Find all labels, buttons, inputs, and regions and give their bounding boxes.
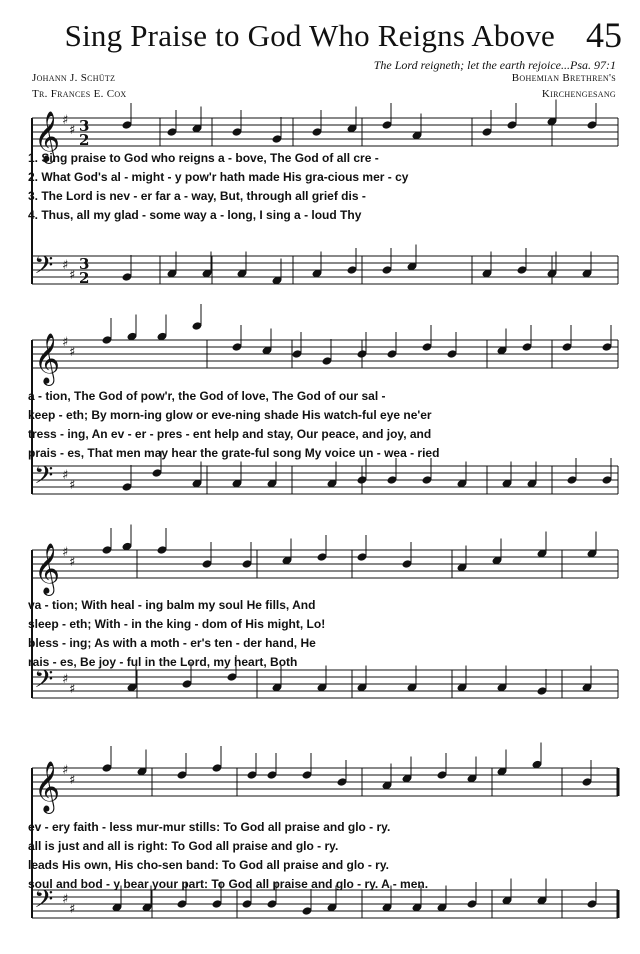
sharp-icon: ♯ [62,468,69,483]
lyric-verse-4: 4. Thus, all my glad - some way a - long, I sing a - loud Thy [28,208,362,222]
sharp-icon: ♯ [69,902,76,917]
sharp-icon: ♯ [69,682,76,697]
scripture-reference: The Lord reigneth; let the earth rejoice...Psa. 97:1 [373,58,616,72]
lyric-verse-2: 2. What God's al - might - y pow'r hath made His gra-cious mer - cy [28,170,409,184]
bass-clef-icon: 𝄢 [34,461,54,496]
sharp-icon: ♯ [69,123,76,138]
sharp-icon: ♯ [69,478,76,493]
lyrics-system-4 [28,820,616,896]
lyric-verse-2: keep - eth; By morn-ing glow or eve-ning shade His watch-ful eye ne'er [28,408,432,422]
lyrics-system-1 [28,151,616,227]
hymn-number: 45 [586,15,622,55]
treble-clef-icon: 𝄞 [34,333,61,384]
lyric-verse-1: ev - ery faith - less mur-mur stills: To God all praise and glo - ry. [28,820,391,834]
lyrics-system-2 [28,389,616,465]
sharp-icon: ♯ [69,555,76,570]
sharp-icon: ♯ [62,113,69,128]
lyric-verse-3: 3. The Lord is nev - er far a - way, But, through all grief dis - [28,189,366,203]
time-signature-bottom: 2 [79,269,90,287]
lyric-verse-4: prais - es, That men may hear the grate-ful song My voice un - wea - ried [28,446,440,460]
sharp-icon: ♯ [62,892,69,907]
sharp-icon: ♯ [62,545,69,560]
treble-clef-icon: 𝄞 [34,761,61,812]
translator-credit: Tr. Frances E. Cox [32,88,127,100]
tune-source-line2: Kirchengesang [541,88,616,100]
lyric-verse-3: bless - ing; As with a moth - er's ten - der hand, He [28,636,316,650]
hymn-title: Sing Praise to God Who Reigns Above [64,18,555,53]
lyric-verse-1: 1. Sing praise to God who reigns a - bove, The God of all cre - [28,151,379,165]
lyric-verse-3: tress - ing, An ev - er - pres - ent help and stay, Our peace, and joy, and [28,427,432,441]
sharp-icon: ♯ [69,345,76,360]
lyric-verse-2: sleep - eth; With - in the king - dom of His might, Lo! [28,617,326,631]
sharp-icon: ♯ [62,258,69,273]
tune-source-line1: Bohemian Brethren's [511,72,616,84]
lyric-verse-2: all is just and all is right: To God all praise and glo - ry. [28,839,339,853]
treble-clef-icon: 𝄞 [34,111,61,162]
lyric-verse-4: soul and bod - y bear your part: To God all praise and glo - ry. A - men. [28,877,429,891]
lyric-verse-3: leads His own, His cho-sen band: To God all praise and glo - ry. [28,858,389,872]
sharp-icon: ♯ [62,335,69,350]
bass-clef-icon: 𝄢 [34,885,54,920]
time-signature-top: 3 [79,255,90,273]
treble-clef-icon: 𝄞 [34,543,61,594]
sharp-icon: ♯ [62,763,69,778]
lyric-verse-4: rais - es, Be joy - ful in the Lord, my heart, Both [28,655,298,669]
sharp-icon: ♯ [69,773,76,788]
bass-clef-icon: 𝄢 [34,665,54,700]
bass-clef-icon: 𝄢 [34,251,54,286]
lyrics-system-3 [28,598,616,674]
lyric-verse-1: va - tion; With heal - ing balm my soul He fills, And [28,598,316,612]
sharp-icon: ♯ [62,672,69,687]
time-signature-bottom: 2 [79,131,90,149]
author-credit: Johann J. Schütz [32,72,116,84]
time-signature-top: 3 [79,117,90,135]
lyric-verse-1: a - tion, The God of pow'r, the God of love, The God of our sal - [28,389,386,403]
sharp-icon: ♯ [69,268,76,283]
